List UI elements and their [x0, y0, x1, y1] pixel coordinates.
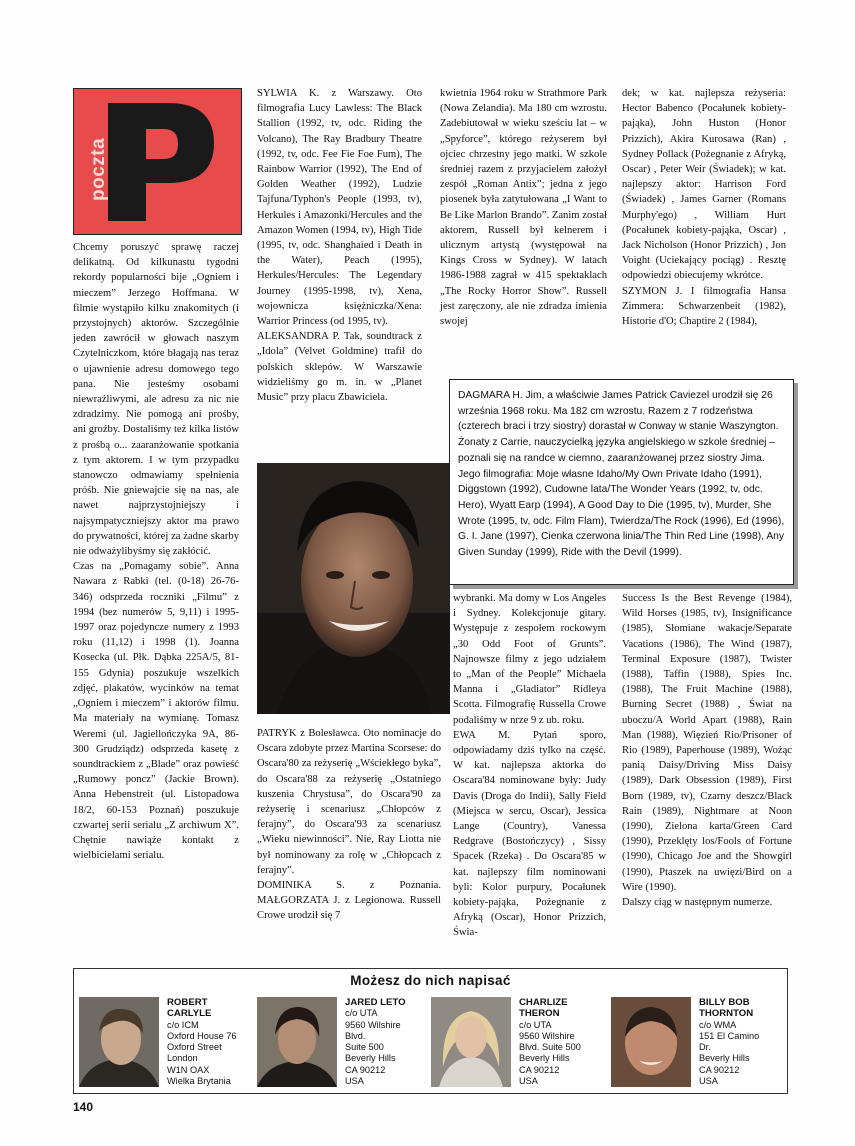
jared-leto-photo — [257, 997, 337, 1087]
robert-carlyle-photo — [79, 997, 159, 1087]
letter-sylwia: SYLWIA K. z Warszawy. Oto filmografia Lucy Lawless: The Black Stallion (1992, tv, odc. Riding the Volcano), The Ray Bradbury Theatre (1992, tv, odc. Fee Fie Foe Fum), The Rainbow Warrior (1992), The End of Golden Weather (1992), Ludzie Tajfuna/Typhon's People (1993, tv), Herkules i Amazonki/Hercules and the Amazon Women (1994, tv), High Tide (1995, tv, odc. Shanghaied i Death in the Water), Peach (1995), Herkules/Hercules: The Legendary Journey (1995-1998, tv), Xena, wojownicza księżniczka/Xena: Warrior Princess (od 1995, tv). — [257, 88, 422, 328]
address-line: c/o WMA — [699, 1019, 737, 1030]
intro-column — [73, 240, 239, 863]
pomagamy-sobie-paragraph: Czas na „Pomagamy sobie”. Anna Nawara z Rabki (tel. (0-18) 26-76-346) odsprzeda roczniki „Filmu” z 1994 (bez numerów 5, 9,11) i 1995-1997 oraz pojedyncze numery z 1993 roku (11,12) i 1998 (1). Joanna Kosecka (ul. Płk. Dąbka 225A/5, 81-155 Gdynia) poszukuje wszelkich zdjęć, plakatów, wycinków na temat „Ogniem i mieczem” i aktorów filmu. Ma materiały na wymianę. Tomasz Weremi (ul. Jagiellończyka 9A, 86-300 Grudziądz) odsprzeda kasetę z soundtrackiem z „Blade” oraz powieść „Rumowy poncz” (Jackie Brown). Anna Hebenstreit (ul. Listopadowa 18/2, 60-153 Poznań) poszukuje czwartej serii serialu „Z archiwum X”. Chętnie nawiąże kontakt z wielbicielami serialu. — [73, 561, 239, 862]
contact-jared-leto — [256, 995, 431, 1090]
address-line: 151 El Camino — [699, 1030, 760, 1041]
contact-charlize-theron — [430, 995, 605, 1090]
letter-patryk: PATRYK z Bolesławca. Oto nominacje do Oscara zdobyte przez Martina Scorsese: do Oscara'80 za reżyserię „Wściekłego byka”, do Oscara'88 za reżyserię „Ostatniego kuszenia Chrystusa”, do Oscara'90 za reżyserię i scenariusz „Chłopców z ferajny”, do Oscara'93 za scenariusz „Wieku niewinności”. Nie, Ray Liotta nie był nominowany za rolę w „Chłopcach z ferajny”. — [257, 728, 441, 876]
address-line: CA 90212 — [699, 1064, 740, 1075]
letter-aleksandra: ALEKSANDRA P. Tak, soundtrack z „Idola” (Velvet Goldmine) trafił do polskich sklepów. W Warszawie widzieliśmy go m. in. w „Planet Music” przy placu Zbawiciela. — [257, 331, 422, 404]
addresses-title: Możesz do nich napisać — [350, 973, 511, 988]
letter-p-graphic — [98, 97, 218, 225]
address-line: c/o UTA — [345, 1008, 378, 1019]
address-line: Oxford House 76 — [167, 1030, 237, 1041]
address-line: W1N OAX — [167, 1064, 210, 1075]
letters-column-5 — [453, 591, 606, 941]
billy-bob-thornton-address — [699, 997, 785, 1087]
contact-name: CHARLIZE THERON — [519, 997, 568, 1020]
continued-next-issue: Dalszy ciąg w następnym numerze. — [622, 897, 773, 909]
address-line: Beverly Hills — [699, 1053, 750, 1064]
address-line: USA — [519, 1076, 538, 1087]
poczta-logo — [73, 88, 242, 235]
zimmer-filmography: Success Is the Best Revenge (1984), Wild Horses (1985, tv), Insignificance (1985), Słomiane wakacje/Separate Vacations (1986), The Wind (1987), Terminal Exposure (1987), Twister (1988), Taffin (1988), Spies Inc. (1988), The Fruit Machine (1988), Burning Secret (1988) , Świat na uboczu/A World Apart (1988), Rain Man (1988), Więzień Rio/Prisoner of Rio (1989), Paperhouse (1989), Wożąc panią Daisy/Driving Miss Daisy (1989), Dark Obsession (1989), First Born (1989, tv), Czarny deszcz/Black Rain (1989), Nightmare at Noon (1990), Zielona karta/Green Card (1990), Przeklęty los/Fools of Fortune (1990), Chicago Joe and the Showgirl (1990), Ptaszek na uwięzi/Bird on a Wire (1990). — [622, 593, 792, 893]
contact-billy-bob-thornton — [610, 995, 785, 1090]
address-line: USA — [345, 1076, 364, 1087]
letters-column-4 — [622, 86, 786, 329]
billy-bob-thornton-portrait — [611, 997, 691, 1087]
contact-name: ROBERT CARLYLE — [167, 997, 212, 1020]
address-line: CA 90212 — [519, 1064, 560, 1075]
letters-column-7 — [257, 726, 441, 924]
page-number: 140 — [73, 1100, 94, 1114]
addresses-box — [73, 968, 788, 1094]
charlize-theron-address — [519, 997, 605, 1087]
address-line: Beverly Hills — [345, 1053, 396, 1064]
address-line: Wielka Brytania — [167, 1076, 231, 1087]
address-line: Suite 500 — [345, 1042, 384, 1053]
address-line: Beverly Hills — [519, 1053, 570, 1064]
intro-paragraph: Chcemy poruszyć sprawę raczej delikatną. Od kilkunastu tygodni rekordy popularności bije „Ogniem i mieczem” Jerzego Hoffmana. W filmie wystąpiło kilku znakomitych (i przystojnych) aktorów. Szczególnie jeden zawrócił w głowach naszym Czytelniczkom, które błagają nas teraz o ujawnienie adresu domowego tego pana. Nie jesteśmy osobami niewrażliwymi, ale adresu za nic nie zdradzimy. Nie pomogą ani prośby, ani groźby. Dostaliśmy też kilka listów z prośbą o... zaaranżowanie spotkania z tym aktorem. I w tym przypadku stanowczo odmawiamy spełnienia próśb. Nie gniewajcie się na nas, ale nawet najprzystojniejszy i najsympatyczniejszy aktor ma prawo do prywatności, której za żadne skarby nie odważylibyśmy się zakłócić. — [73, 242, 239, 558]
dagmara-letter-box — [449, 379, 794, 585]
contact-robert-carlyle — [78, 995, 253, 1090]
address-line: c/o UTA — [519, 1019, 552, 1030]
oscar-nominations-continued: dek; w kat. najlepsza reżyseria: Hector Babenco (Pocałunek kobiety-pająka), John Huston (Honor Prizzich), Akira Kurosawa (Ran) , Sydney Pollack (Pożegnanie z Afryką, Oscar) , Peter Weir (Świadek); w kat. najlepszy aktor: Harrison Ford (Świadek) , James Garner (Romans Murphy'ego) , William Hurt (Pocałunek kobiety-pająka, Oscar) , Jack Nicholson (Honor Prizzich) , Jon Voight (Uciekający pociąg) . Resztę odpowiedzi obiecujemy wkrótce. — [622, 88, 786, 282]
address-line: c/o ICM — [167, 1019, 199, 1030]
letter-ewa: EWA M. Pytań sporo, odpowiadamy dziś tylko na część. W kat. najlepsza aktorka do Oscara'84 nominowane były: Judy Davis (Droga do Indii), Sally Field (Miejsca w sercu, Oscar), Jessica Lange (Country), Vanessa Redgrave (Bostończycy) , Sissy Spacek (Rzeka) . Do Oscara'85 w kat. najlepszy film nominowani byli: Kolor purpury, Pocałunek kobiety-pająka, Pożegnanie z Afryką (Oscar), Honor Prizzich, Świa- — [453, 729, 606, 939]
russell-crowe-bio: kwietnia 1964 roku w Strathmore Park (Nowa Zelandia). Ma 180 cm wzrostu. Zadebiutował w wieku sześciu lat – w „Spyforce”, którego reżyserem był ojciec chrzestny jego matki. W szkole średniej razem z przyjacielem założył zespół „Roman Antix”; jedna z jego piosenek była zatytułowana „I Want to Be Like Marlon Brando”. Zanim został aktorem, Russell był kelnerem i ulicznym artystą (występował na Kings Cross w Sydney). W latach 1986-1988 zagrał w 415 spektaklach „The Rocky Horror Show”. Russell jest zaręczony, ale nie zdradza imienia swojej — [440, 88, 607, 328]
address-line: Blvd. Suite 500 — [519, 1042, 581, 1053]
letter-dominika-malgorzata: DOMINIKA S. z Poznania. MAŁGORZATA J. z Legionowa. Russell Crowe urodził się 7 — [257, 880, 441, 922]
address-line: Blvd. — [345, 1030, 366, 1041]
billy-bob-thornton-photo — [611, 997, 691, 1087]
contact-name: BILLY BOB THORNTON — [699, 997, 754, 1020]
address-line: 9560 Wilshire — [345, 1019, 401, 1030]
address-line: USA — [699, 1076, 718, 1087]
letters-column-6 — [622, 591, 792, 910]
letters-column-3 — [440, 86, 607, 329]
letter-szymon: SZYMON J. I filmografia Hansa Zimmera: Schwarzenbeit (1982), Historie d'O; Chaptire 2 (1984), — [622, 285, 786, 328]
poczta-label: poczta — [88, 137, 109, 201]
address-line: Oxford Street — [167, 1042, 222, 1053]
robert-carlyle-address — [167, 997, 253, 1087]
actor-portrait-illustration — [257, 463, 450, 714]
robert-carlyle-portrait — [79, 997, 159, 1087]
letters-column-2 — [257, 86, 422, 405]
address-line: Dr. — [699, 1042, 711, 1053]
actor-portrait-photo — [257, 463, 450, 714]
contact-name: JARED LETO — [345, 997, 406, 1008]
address-line: CA 90212 — [345, 1064, 386, 1075]
address-line: 9560 Wilshire — [519, 1030, 575, 1041]
charlize-theron-photo — [431, 997, 511, 1087]
jared-leto-portrait — [257, 997, 337, 1087]
address-line: London — [167, 1053, 198, 1064]
russell-crowe-bio-end: wybranki. Ma domy w Los Angeles i Sydney. Kolekcjonuje gitary. Występuje z zespołem rockowym „30 Odd Foot of Grunts”. Najnowsze filmy z jego udziałem to „Man of the People” Michaela Manna i „Gladiator” Ridleya Scotta. Filmografię Russella Crowe podaliśmy w nrze 9 z ub. roku. — [453, 593, 606, 726]
letter-dagmara: DAGMARA H. Jim, a właściwie James Patrick Caviezel urodził się 26 września 1968 roku. Ma 182 cm wzrostu. Razem z 7 rodzeństwa (czterech braci i trzy siostry) dorastał w Conway w stanie Waszyngton. Żonaty z Carrie, nauczycielką języka angielskiego w szkole średniej – poznali się na randce w ciemno, zaaranżowanej przez siostry Jima. Jego filmografia: Moje własne Idaho/My Own Private Idaho (1991), Diggstown (1992), Cudowne lata/The Wonder Years (1992, tv, odc. Hero), Wyatt Earp (1994), A Good Day to Die (1995, tv), Murder, She Wrote (1995, tv, odc. Film Flam), Twierdza/The Rock (1996), Ed (1996), G. I. Jane (1997), Cienka czerwona linia/The Thin Red Line (1998), Any Given Sunday (1999), Ride with the Devil (1999). — [458, 390, 785, 559]
charlize-theron-portrait — [431, 997, 511, 1087]
jared-leto-address — [345, 997, 431, 1087]
